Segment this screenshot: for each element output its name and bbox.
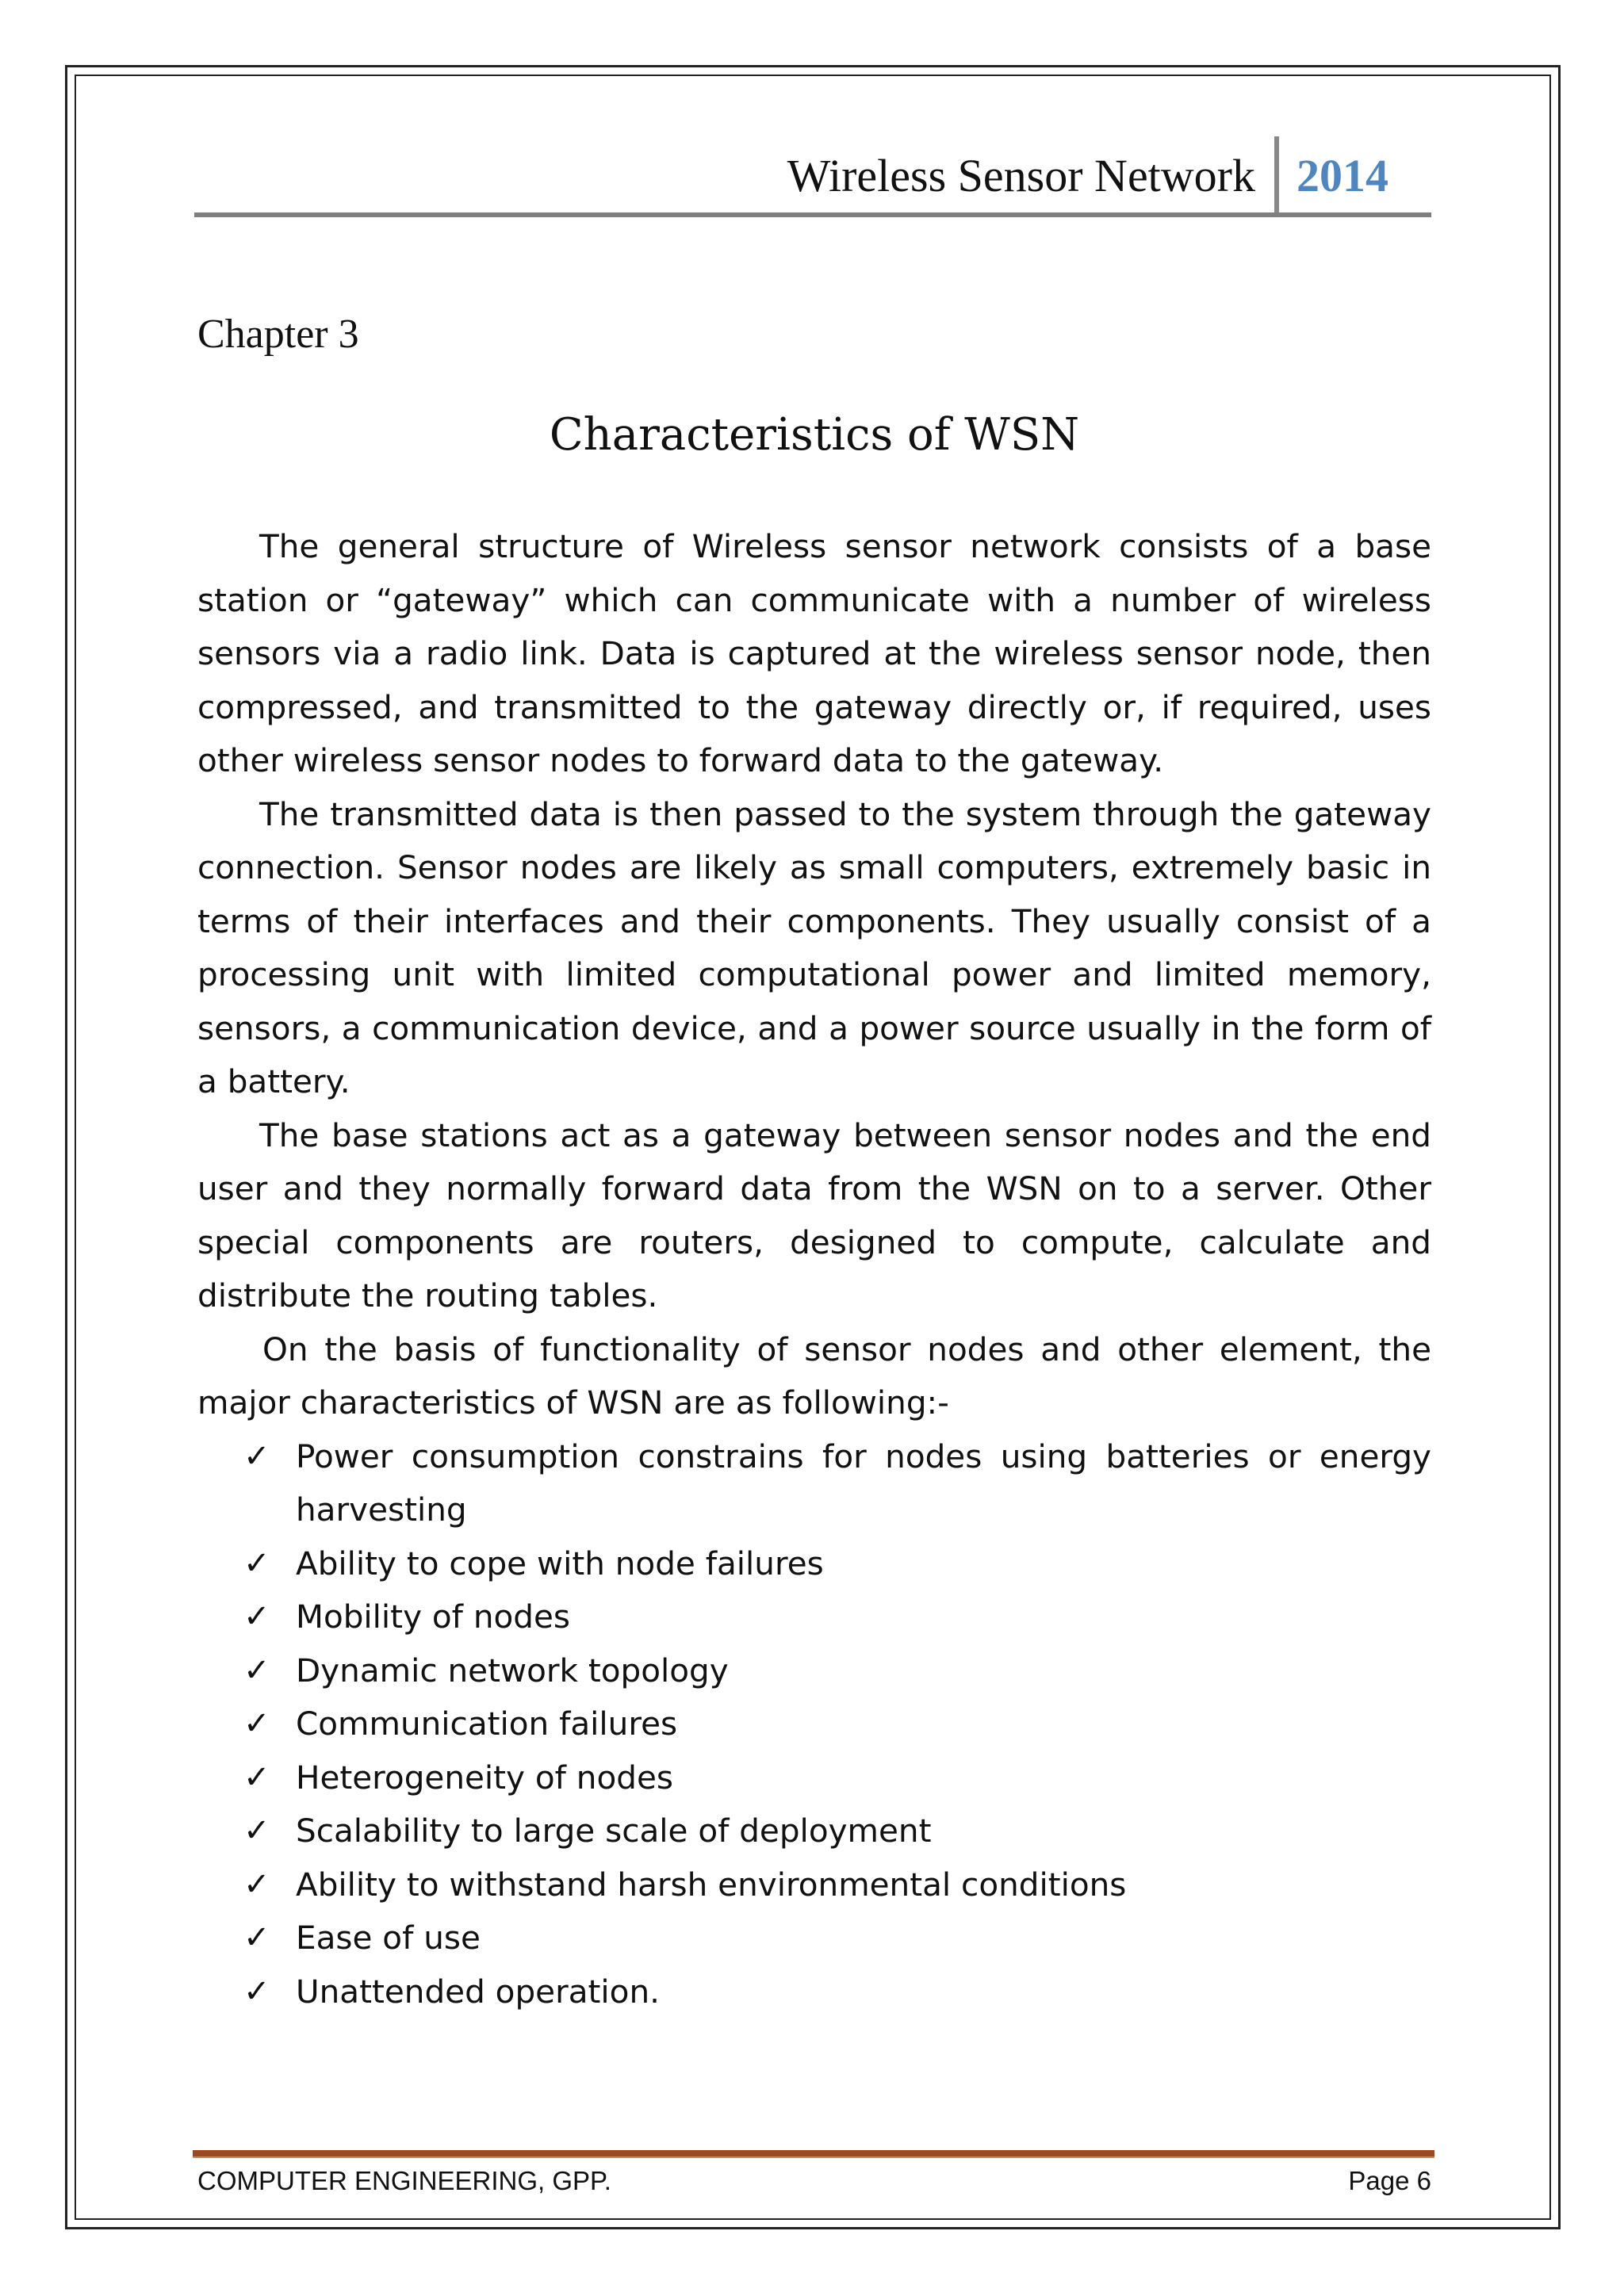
checkmark-icon: ✓: [243, 1437, 270, 1475]
list-item: ✓ Heterogeneity of nodes: [197, 1751, 1431, 1805]
page-title: Characteristics of WSN: [549, 409, 1080, 461]
list-item: ✓ Unattended operation.: [197, 1965, 1431, 2019]
list-item: ✓ Communication failures: [197, 1697, 1431, 1751]
list-item: ✓ Ability to cope with node failures: [197, 1537, 1431, 1591]
list-item: ✓ Power consumption constrains for nodes using batteries or energy harvesting: [197, 1430, 1431, 1537]
characteristics-list: [197, 1430, 1431, 2019]
header-separator: [1274, 136, 1279, 214]
header-year: 2014: [1297, 150, 1388, 201]
list-item: ✓ Mobility of nodes: [197, 1590, 1431, 1644]
paragraph: The general structure of Wireless sensor network consists of a base station or “gateway” which can communicate with a number of wireless sensors via a radio link. Data is captured at the wireless sensor node, then compressed, and transmitted to the gateway directly or, if required, uses other wireless sensor nodes to forward data to the gateway.: [197, 527, 1431, 779]
checkmark-icon: ✓: [243, 1973, 270, 2010]
checkmark-icon: ✓: [243, 1919, 270, 1956]
chapter-label: Chapter 3: [197, 312, 359, 357]
checkmark-icon: ✓: [243, 1705, 270, 1742]
header-title: Wireless Sensor Network: [787, 150, 1255, 201]
checkmark-icon: ✓: [243, 1758, 270, 1796]
paragraph: The transmitted data is then passed to the system through the gateway connection. Sensor nodes are likely as small computers, extremely basic in terms of their interfaces and their components. They usually consist of a processing unit with limited computational power and limited memory, sensors, a communication device, and a power source usually in the form of a battery.: [197, 794, 1431, 1100]
header-rule: [194, 212, 1431, 217]
body-text: [197, 520, 1431, 2019]
page-header: [194, 135, 1431, 217]
checkmark-icon: ✓: [243, 1651, 270, 1689]
list-item: ✓ Scalability to large scale of deployment: [197, 1804, 1431, 1858]
paragraph: The base stations act as a gateway between sensor nodes and the end user and they normally forward data from the WSN on to a server. Other special components are routers, designed to compute, calculate and distribute the routing tables.: [197, 1115, 1431, 1314]
checkmark-icon: ✓: [243, 1866, 270, 1903]
list-item: ✓ Dynamic network topology: [197, 1644, 1431, 1698]
footer-department: COMPUTER ENGINEERING, GPP.: [197, 2166, 611, 2195]
checkmark-icon: ✓: [243, 1544, 270, 1582]
page-number: Page 6: [1348, 2166, 1431, 2195]
checkmark-icon: ✓: [243, 1598, 270, 1635]
footer-rule: [193, 2150, 1434, 2158]
list-item: ✓ Ease of use: [197, 1911, 1431, 1965]
list-item: ✓ Ability to withstand harsh environmental conditions: [197, 1858, 1431, 1912]
paragraph: On the basis of functionality of sensor nodes and other element, the major characteristics of WSN are as following:-: [197, 1330, 1431, 1422]
checkmark-icon: ✓: [243, 1812, 270, 1849]
